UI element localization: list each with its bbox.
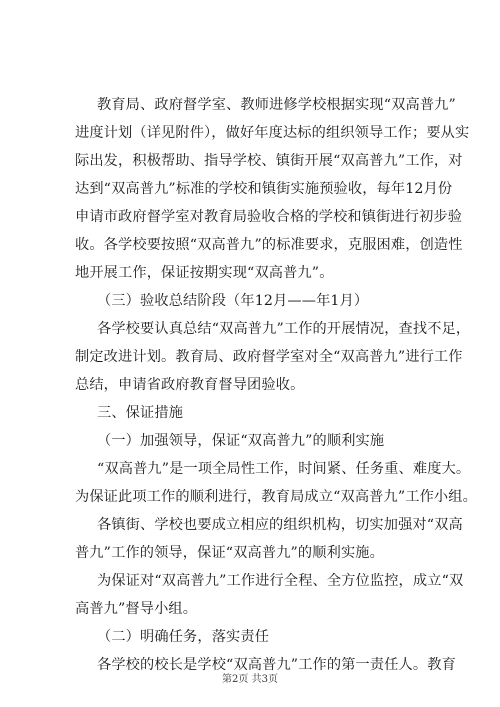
body-text-line: 达到“双高普九”标准的学校和镇街实施预验收，每年12月份	[75, 181, 453, 197]
section-heading: （三）验收总结阶段（年12月——年1月）	[97, 293, 369, 309]
body-text-line: 总结，申请省政府教育督导团验收。	[75, 377, 305, 393]
section-heading: 三、保证措施	[97, 405, 184, 421]
section-heading: （二）明确任务，落实责任	[97, 629, 270, 645]
body-text-line: 际出发，积极帮助、指导学校、镇街开展“双高普九”工作，对	[75, 153, 463, 169]
body-text-line: 申请市政府督学室对教育局验收合格的学校和镇街进行初步验	[75, 209, 463, 225]
body-text-line: 各学校的校长是学校“双高普九”工作的第一责任人。教育	[97, 657, 456, 673]
body-text-line: 制定改进计划。教育局、政府督学室对全“双高普九”进行工作	[75, 349, 463, 365]
body-text-line: 高普九”督导小组。	[75, 601, 198, 617]
body-text-line: 普九”工作的领导，保证“双高普九”的顺利实施。	[75, 545, 384, 561]
section-heading: （一）加强领导，保证“双高普九”的顺利实施	[97, 433, 385, 449]
body-text-line: 为保证对“双高普九”工作进行全程、全方位监控，成立“双	[97, 573, 464, 589]
page-number-footer: 第2页 共3页	[222, 674, 278, 685]
body-text-line: 为保证此项工作的顺利进行，教育局成立“双高普九”工作小组。	[75, 489, 477, 505]
body-text-line: 教育局、政府督学室、教师进修学校根据实现“双高普九”	[97, 97, 456, 113]
body-text-line: 各镇街、学校也要成立相应的组织机构，切实加强对“双高	[97, 517, 463, 533]
body-text-line: 收。各学校要按照“双高普九”的标准要求，克服困难，创造性	[75, 237, 463, 253]
body-text-line: 地开展工作，保证按期实现“双高普九”。	[75, 265, 334, 281]
body-text-line: “双高普九”是一项全局性工作，时间紧、任务重、难度大。	[97, 461, 471, 477]
body-text-line: 各学校要认真总结“双高普九”工作的开展情况，查找不足，	[97, 321, 471, 337]
body-text-line: 进度计划（详见附件），做好年度达标的组织领导工作；要从实	[75, 125, 470, 141]
